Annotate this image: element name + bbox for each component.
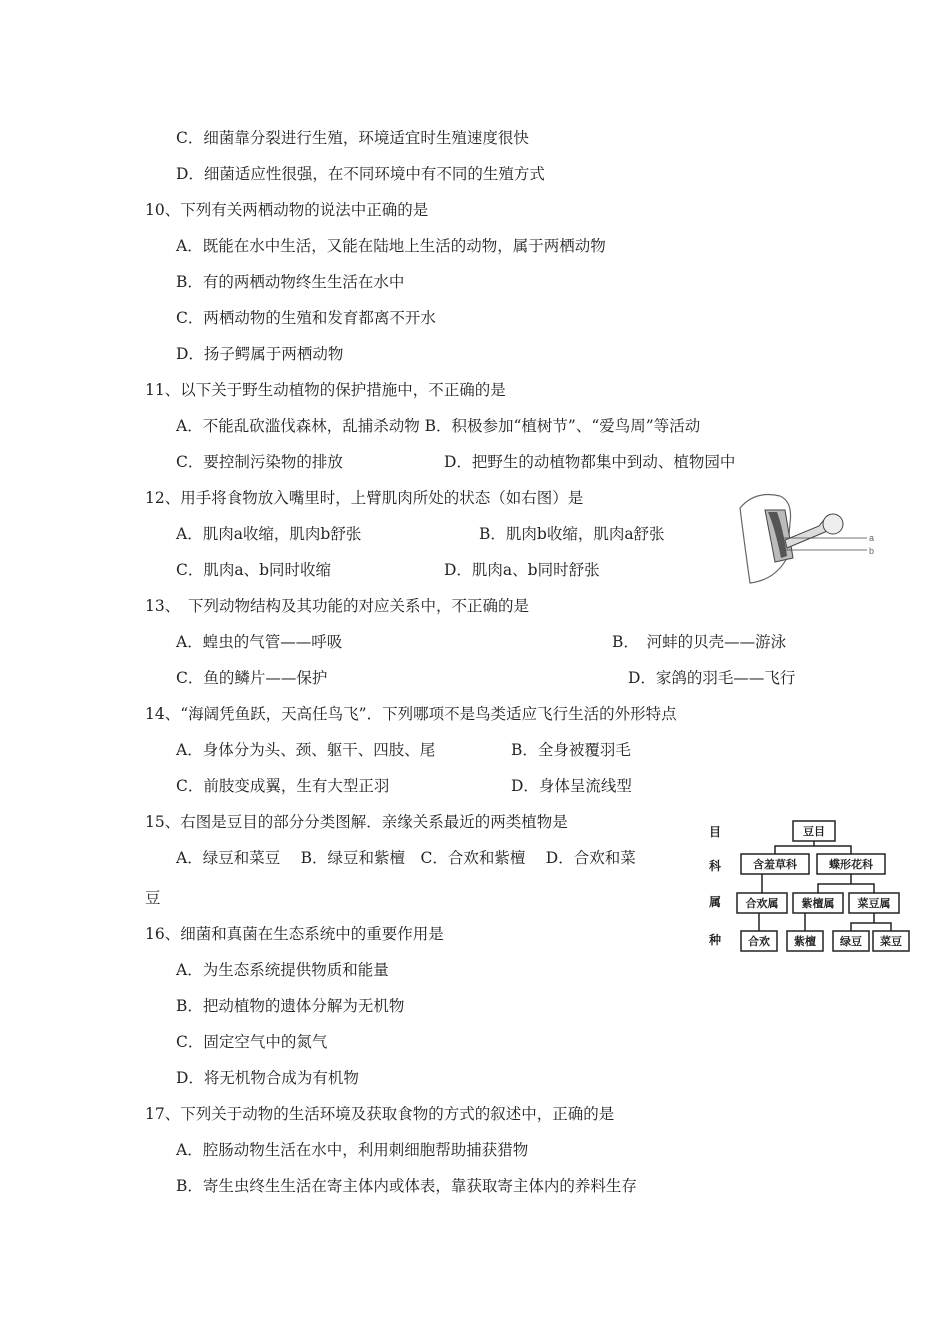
label-b: b xyxy=(869,546,875,556)
text-line: B．全身被覆羽毛 xyxy=(511,741,631,759)
text-line: 11、以下关于野生动植物的保护措施中，不正确的是 xyxy=(145,381,506,399)
text-line: A．蝗虫的气管——呼吸 xyxy=(176,633,343,651)
text-line: 16、细菌和真菌在生态系统中的重要作用是 xyxy=(145,925,444,943)
text-line: A．身体分为头、颈、躯干、四肢、尾 xyxy=(176,741,436,759)
text-line: A．不能乱砍滥伐森林，乱捕杀动物 B．积极参加“植树节”、“爱鸟周”等活动 xyxy=(176,417,701,435)
fist xyxy=(823,514,843,534)
node-genus-1: 合欢属 xyxy=(745,897,779,910)
node-order: 豆目 xyxy=(803,825,825,838)
taxonomy-diagram xyxy=(705,818,915,958)
node-genus-2: 紫檀属 xyxy=(801,897,835,910)
node-species-3: 绿豆 xyxy=(840,935,862,948)
text-line: C．要控制污染物的排放 xyxy=(176,453,343,471)
text-line: C．固定空气中的氮气 xyxy=(176,1033,328,1051)
text-line: D．细菌适应性很强，在不同环境中有不同的生殖方式 xyxy=(176,165,545,183)
text-line: A．肌肉a收缩，肌肉b舒张 xyxy=(176,525,362,543)
text-line: A．绿豆和菜豆 B．绿豆和紫檀 C．合欢和紫檀 D．合欢和菜 xyxy=(176,849,636,867)
text-line: 豆 xyxy=(145,889,161,907)
label-a: a xyxy=(869,533,875,543)
text-line: D．家鸽的羽毛——飞行 xyxy=(628,669,796,687)
text-line: 13、 下列动物结构及其功能的对应关系中，不正确的是 xyxy=(145,597,529,615)
text-line: D．将无机物合成为有机物 xyxy=(176,1069,359,1087)
node-species-2: 紫檀 xyxy=(794,935,816,948)
text-line: B．有的两栖动物终生生活在水中 xyxy=(176,273,405,291)
text-line: C．肌肉a、b同时收缩 xyxy=(176,561,332,579)
text-line: B．把动植物的遗体分解为无机物 xyxy=(176,997,405,1015)
text-line: 10、下列有关两栖动物的说法中正确的是 xyxy=(145,201,429,219)
text-line: D．身体呈流线型 xyxy=(511,777,632,795)
text-line: D．把野生的动植物都集中到动、植物园中 xyxy=(444,453,736,471)
rank-order: 目 xyxy=(709,825,722,839)
text-line: C．前肢变成翼，生有大型正羽 xyxy=(176,777,390,795)
rank-genus: 属 xyxy=(709,895,722,909)
rank-family: 科 xyxy=(709,859,722,873)
text-line: C．两栖动物的生殖和发育都离不开水 xyxy=(176,309,436,327)
text-line: B． 河蚌的贝壳——游泳 xyxy=(612,633,787,651)
text-line: A．腔肠动物生活在水中，利用刺细胞帮助捕获猎物 xyxy=(176,1141,529,1159)
text-line: A．为生态系统提供物质和能量 xyxy=(176,961,389,979)
node-genus-3: 菜豆属 xyxy=(857,897,891,910)
text-line: B．寄生虫终生生活在寄主体内或体表，靠获取寄主体内的养料生存 xyxy=(176,1177,637,1195)
text-line: D．肌肉a、b同时舒张 xyxy=(444,561,600,579)
node-species-4: 菜豆 xyxy=(880,935,902,948)
text-line: 17、下列关于动物的生活环境及获取食物的方式的叙述中，正确的是 xyxy=(145,1105,615,1123)
node-family-2: 蝶形花科 xyxy=(829,858,873,871)
arm-muscle-figure xyxy=(735,488,885,588)
rank-species: 种 xyxy=(709,933,722,947)
text-line: 14、“海阔凭鱼跃，天高任鸟飞”．下列哪项不是鸟类适应飞行生活的外形特点 xyxy=(145,705,677,723)
text-line: B．肌肉b收缩，肌肉a舒张 xyxy=(479,525,665,543)
node-species-1: 合欢 xyxy=(748,935,770,948)
text-line: C．细菌靠分裂进行生殖，环境适宜时生殖速度很快 xyxy=(176,129,529,147)
text-line: 15、右图是豆目的部分分类图解．亲缘关系最近的两类植物是 xyxy=(145,813,568,831)
node-family-1: 含羞草科 xyxy=(753,858,797,871)
text-line: C．鱼的鳞片——保护 xyxy=(176,669,328,687)
text-line: A．既能在水中生活，又能在陆地上生活的动物，属于两栖动物 xyxy=(176,237,606,255)
text-line: D．扬子鳄属于两栖动物 xyxy=(176,345,344,363)
text-line: 12、用手将食物放入嘴里时，上臂肌肉所处的状态（如右图）是 xyxy=(145,489,584,507)
